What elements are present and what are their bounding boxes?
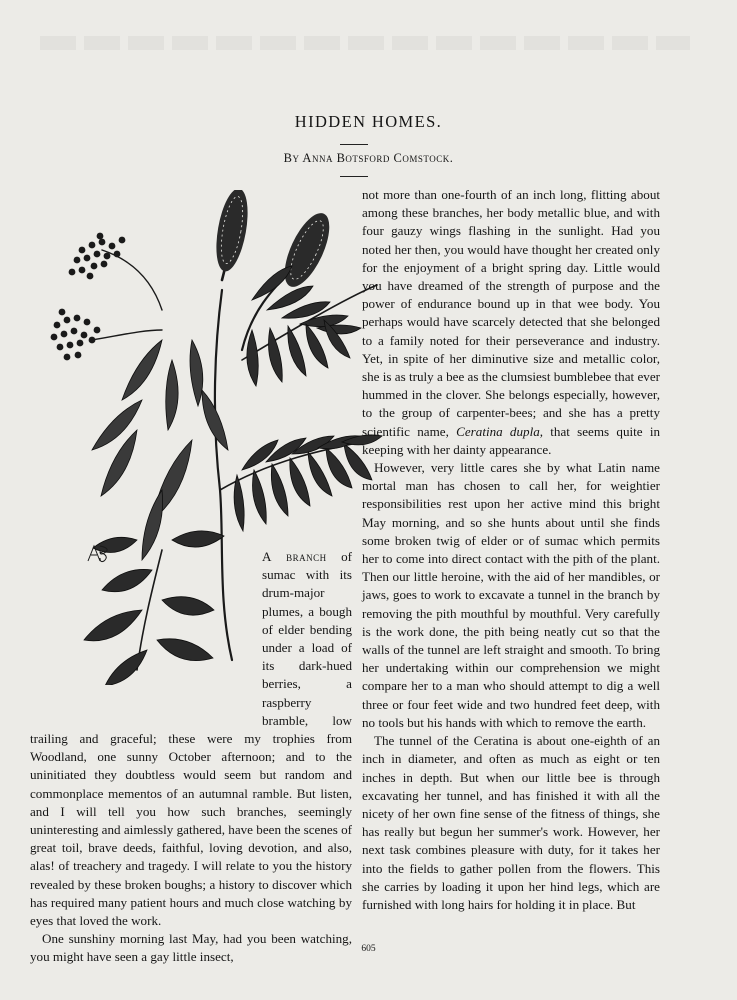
byline [0,151,737,166]
left-plume [211,190,253,274]
elder-stem-upper [102,250,162,310]
illustration-wrap-space [30,548,262,712]
right-paragraph-1-end: that seems quite in keeping with her dainty appearance. [362,423,660,457]
right-paragraph-3: The tunnel of the Ceratina is about one-eighth of an inch in diameter, and often as much as eight or ten inches in depth. But when our little bee is through excavating her tunnel, and has finished it with all the nicety of her own fine sense of the fitness of things, she has really but begun her summer's work. However, her next task combines pleasure with duty, for it takes her into the fields to gather pollen from the flowers. This she carries by loading it upon her hind legs, which are furnished with long hairs for holding it in place. But [362,733,660,912]
author-line: By Anna Botsford Comstock. [283,151,454,165]
right-paragraph-1-text: not more than one-fourth of an inch long, flitting about among these branches, her body metallic blue, and with four gauzy wings flashing in the sunlight. Had you noted her then, you would have thought her created only for the enjoyment of a bright spring day. Little would you have dreamed of the strength of purpose and the power of endurance bound up in that wee body. You perhaps would have scarcely detected that she belonged to a family noted for their perseverance and industry. Yet, in spite of her diminutive size and metallic color, she is as truly a bee as the clumsiest bumblebee that ever hummed in the clover. She belongs especially, however, to the group of carpenter-bees; and she has a pretty scientific name, [362,187,660,439]
left-column [30,548,352,967]
right-plume [276,207,339,293]
lead-word: A branch [262,549,327,564]
right-paragraph-1 [362,186,660,459]
elder-berry-clusters [51,233,126,361]
right-column [362,186,660,914]
sumac-leaflets [234,266,382,531]
elder-stem-lower [92,330,162,340]
left-paragraph-1-text: of sumac with its drum-major plumes, a bough of elder bending under a load of its dark-hued berries, a raspberry bramble, low trailing and graceful; these were my trophies from Woodland, one sunny October afternoon; and to the uninitiated they doubtless would seem but random and commonplace mementos of an autumnal ramble. But listen, and I will tell you how such branches, seemingly uninteresting and aimlessly gathered, have been the scenes of great toil, brave deeds, faithful, loving devotion, and also, alas! of treachery and tragedy. I will relate to you the history revealed by these broken boughs; a history to discover which has required many patient hours and much close watching by eyes that loved the work. [30,549,352,929]
scientific-name: Ceratina dupla, [456,423,544,439]
page-number: 605 [361,944,376,954]
byline-rule [340,176,368,177]
left-paragraph-2: One sunshiny morning last May, had you been watching, you might have seen a gay little insect, [30,931,352,965]
bleed-through-header [40,36,690,50]
article-title: HIDDEN HOMES. [294,112,443,131]
elder-leaves [92,340,228,560]
title-rule [340,144,368,145]
right-paragraph-2: However, very little cares she by what Latin name mortal man has chosen to call her, for weightier responsibilities rest upon her active mind this bright May morning, and so she hunts about until she finds some broken twig of elder or of sumac which permits her to come into direct contact with the pith of the plant. Then our little heroine, with the aid of her mandibles, or jaws, goes to work to excavate a tunnel in the branch by removing the pith mouthful by mouthful. Very carefully is the work done, the pith being neatly cut so that the walls of the tunnel are left straight and smooth. To bring her undertaking within our comprehension we might compare her to a man who should attempt to dig a well three or four feet wide and two hundred feet deep, with no tools but his hands with which to remove the earth. [362,460,660,730]
